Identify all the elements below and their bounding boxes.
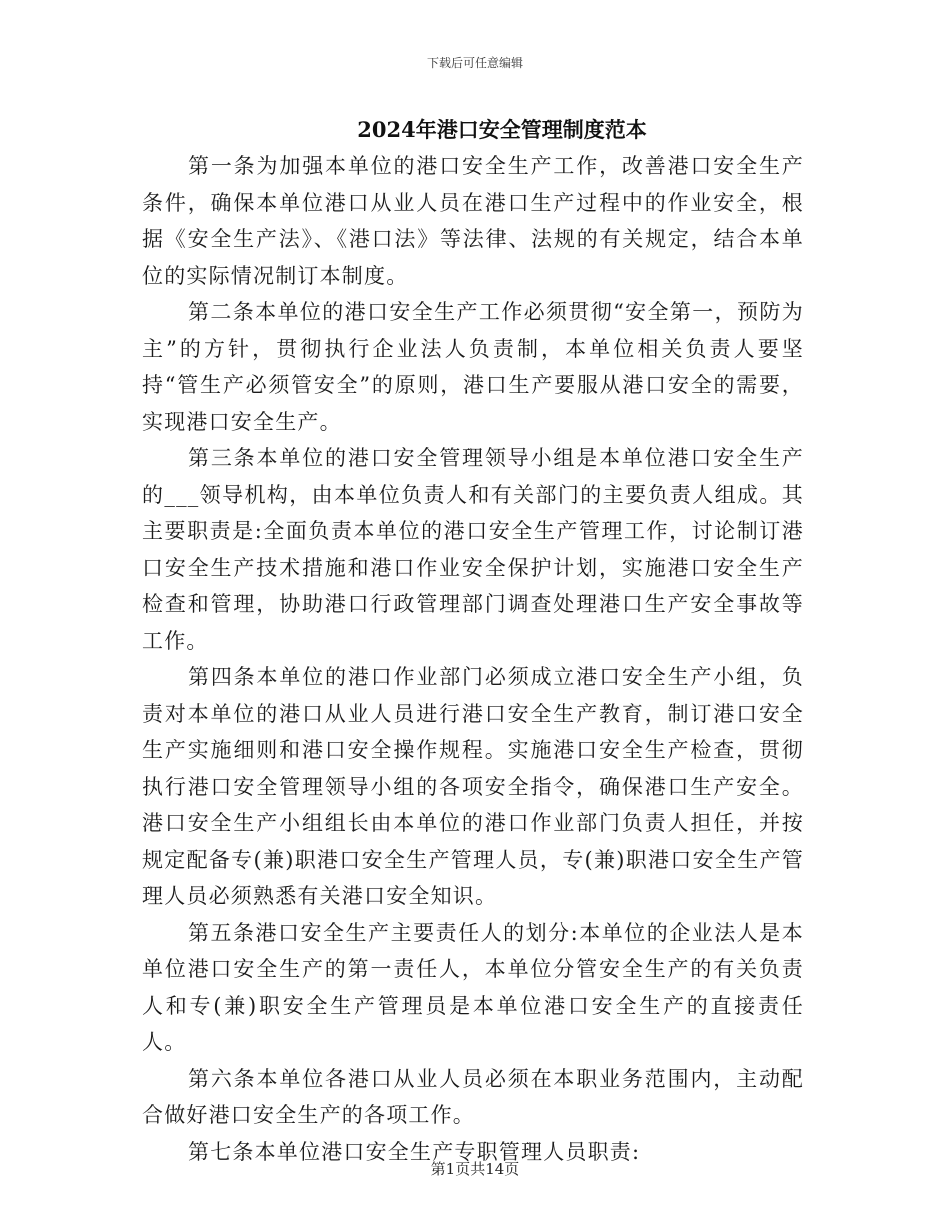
paragraph-article-1: 第一条为加强本单位的港口安全生产工作，改善港口安全生产条件，确保本单位港口从业人员在港口生产过程中的作业安全，根据《安全生产法》、《港口法》等法律、法规的有关规定，结合本单位的实际情况制订本制度。 <box>142 154 804 288</box>
paragraph-article-7: 第七条本单位港口安全生产专职管理人员职责: <box>188 1139 641 1164</box>
paragraph-article-4: 第四条本单位的港口作业部门必须成立港口安全生产小组，负责对本单位的港口从业人员进行港口安全生产教育，制订港口安全生产实施细则和港口安全操作规程。实施港口安全生产检查，贯彻执行港口安全管理领导小组的各项安全指令，确保港口生产安全。港口安全生产小组组长由本单位的港口作业部门负责人担任，并按规定配备专(兼)职港口安全生产管理人员，专(兼)职港口安全生产管理人员必须熟悉有关港口安全知识。 <box>142 665 804 908</box>
document-body <box>142 148 804 1170</box>
paragraph-article-3: 第三条本单位的港口安全管理领导小组是本单位港口安全生产的___领导机构，由本单位负责人和有关部门的主要负责人组成。其主要职责是:全面负责本单位的港口安全生产管理工作，讨论制订港口安全生产技术措施和港口作业安全保护计划，实施港口安全生产检查和管理，协助港口行政管理部门调查处理港口生产安全事故等工作。 <box>142 446 804 653</box>
header-note: 下载后可任意编辑 <box>426 56 523 70</box>
paragraph-article-5: 第五条港口安全生产主要责任人的划分:本单位的企业法人是本单位港口安全生产的第一责任人，本单位分管安全生产的有关负责人和专(兼)职安全生产管理员是本单位港口安全生产的直接责任人。 <box>142 920 804 1054</box>
paragraph-article-2: 第二条本单位的港口安全生产工作必须贯彻“安全第一，预防为主”的方针，贯彻执行企业法人负责制，本单位相关负责人要坚持“管生产必须管安全”的原则，港口生产要服从港口安全的需要，实现港口安全生产。 <box>142 300 804 434</box>
document-title: 2024年港口安全管理制度范本 <box>357 117 647 142</box>
page-footer: 第1页共14页 <box>430 1160 520 1178</box>
paragraph-article-6: 第六条本单位各港口从业人员必须在本职业务范围内，主动配合做好港口安全生产的各项工作。 <box>142 1066 804 1127</box>
